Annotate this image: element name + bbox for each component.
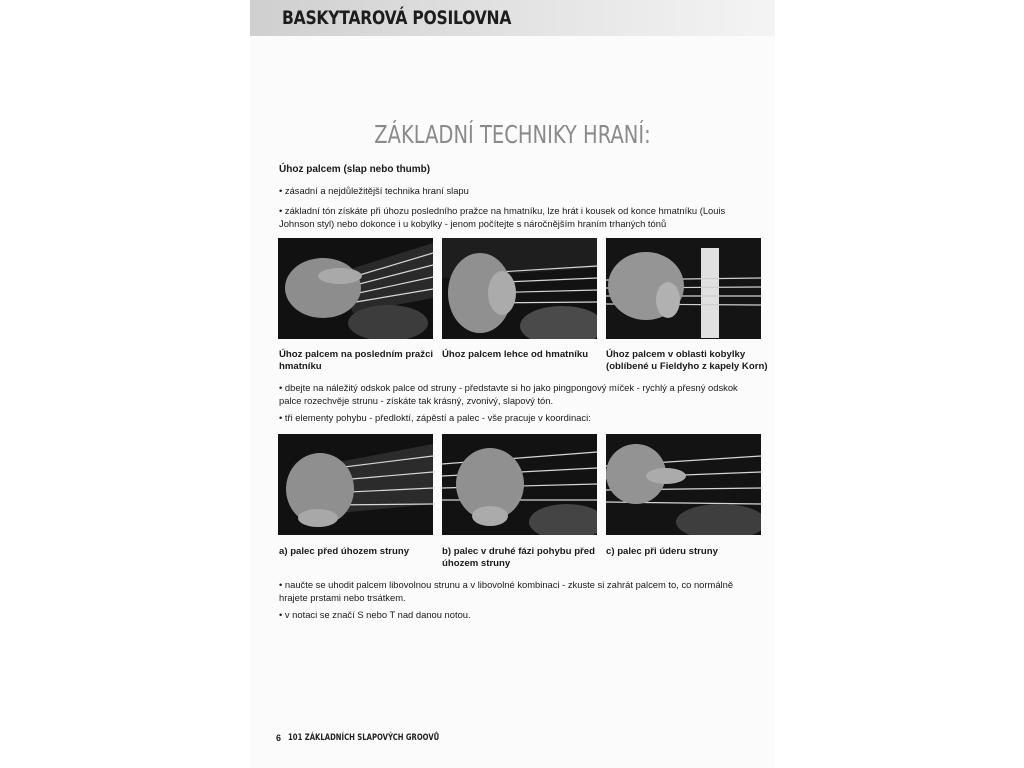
photo-thumb-second-phase <box>442 434 597 535</box>
caption-photo-4: a) palec před úhozem struny <box>279 546 410 557</box>
caption-photo-1: Úhoz palcem na posledním pražci hmatníku <box>279 349 434 372</box>
subheading: Úhoz palcem (slap nebo thumb) <box>279 164 431 175</box>
photo-thumb-before-stroke <box>278 434 433 535</box>
photo-thumb-near-fretboard <box>442 238 597 339</box>
section-title: ZÁKLADNÍ TECHNIKY HRANÍ: <box>374 120 651 149</box>
photo-thumb-striking <box>606 434 761 535</box>
paragraph-4: • tři elementy pohybu - předloktí, zápěstí a palec - vše pracuje v koordinaci: <box>279 412 591 423</box>
paragraph-1: • zásadní a nejdůležitější technika hraní slapu <box>279 185 469 196</box>
caption-photo-3: Úhoz palcem v oblasti kobylky (oblíbené u Fieldyho z kapely Korn) <box>606 349 768 372</box>
paragraph-3: • dbejte na náležitý odskok palce od struny - představte si ho jako pingpongový míček - rychlý a přesný odskok palce rozechvěje strunu - získáte tak krásný, zvonivý, slapový tón. <box>279 382 738 406</box>
footer-book-title: 101 ZÁKLADNÍCH SLAPOVÝCH GROOVŮ <box>288 733 440 743</box>
paragraph-6: • v notaci se značí S nebo T nad danou notou. <box>279 609 471 620</box>
document-page <box>250 0 775 768</box>
header-title: BASKYTAROVÁ POSILOVNA <box>282 7 512 29</box>
caption-photo-2: Úhoz palcem lehce od hmatníku <box>442 349 589 360</box>
caption-photo-6: c) palec při úderu struny <box>606 546 718 557</box>
photo-thumb-last-fret <box>278 238 433 339</box>
caption-photo-5: b) palec v druhé fázi pohybu před úhozem struny <box>442 546 595 569</box>
page-number: 6 <box>276 733 282 743</box>
paragraph-5: • naučte se uhodit palcem libovolnou strunu a v libovolné kombinaci - zkuste si zahrát palcem to, co normálně hrajete prstami nebo trsátkem. <box>279 579 734 603</box>
header-bar <box>250 0 775 36</box>
photo-thumb-bridge <box>606 238 761 339</box>
paragraph-2: • základní tón získáte při úhozu posledního pražce na hmatníku, lze hrát i kousek od konce hmatníku (Louis Johnson styl) nebo dokonce i u kobylky - jenom počítejte s náročnějším hraním trhaných tónů <box>279 205 726 229</box>
